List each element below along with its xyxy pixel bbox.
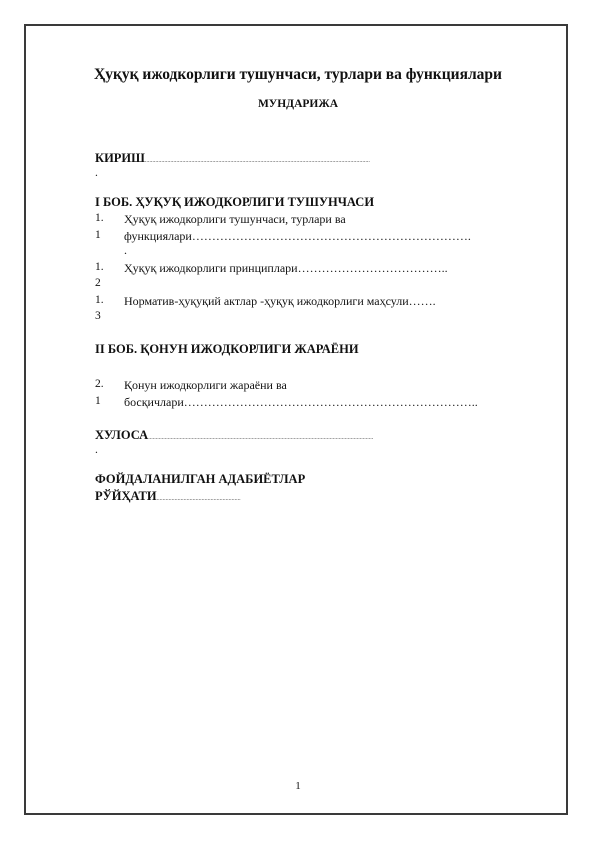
toc-intro-trail: .: [95, 167, 98, 179]
toc-conclusion-label: ХУЛОСА: [95, 428, 149, 442]
toc-chapter1-heading: I БОБ. ҲУҚУҚ ИЖОДКОРЛИГИ ТУШУНЧАСИ: [95, 195, 375, 209]
toc-item-1-3-num-main: 1.: [95, 294, 104, 306]
toc-item-2-1-num-main: 2.: [95, 378, 104, 390]
toc-item-1-2-line1: Ҳуқуқ ижодкорлиги принциплари………………………………..: [124, 261, 448, 275]
page-number: 1: [295, 780, 301, 792]
toc-references: [95, 489, 241, 504]
toc-references-label: РЎЙҲАТИ: [95, 489, 157, 503]
toc-item-1-1-line1: Ҳуқуқ ижодкорлиги тушунчаси, турлари ва: [124, 212, 346, 226]
toc-intro-leader: ......................................................................................................................................................: [144, 158, 370, 164]
toc-item-1-1-line3: .: [124, 243, 127, 257]
toc-intro-label: КИРИШ: [95, 151, 145, 165]
toc-item-1-1-num-sub: 1: [95, 229, 101, 241]
toc-item-2-1-line1: Қонун ижодкорлиги жараёни ва: [124, 378, 287, 392]
toc-item-1-1-line2: функциялари…………………………………………………………….: [124, 229, 471, 243]
toc-item-1-2-num-main: 1.: [95, 261, 104, 273]
page-border: [24, 24, 568, 815]
document-title: Ҳуқуқ ижодкорлиги тушунчаси, турлари ва функциялари: [94, 66, 502, 83]
toc-item-1-1-num-main: 1.: [95, 212, 104, 224]
toc-intro: [95, 151, 370, 166]
toc-conclusion-trail: .: [95, 444, 98, 456]
toc-item-2-1-line2: босқичлари………………………………………………………………..: [124, 395, 478, 409]
toc-conclusion: [95, 428, 373, 443]
toc-references-leader: ........................................................: [156, 496, 241, 502]
toc-item-1-3-line1: Норматив-ҳуқуқий актлар -ҳуқуқ ижодкорлиги маҳсули…….: [124, 294, 436, 308]
toc-chapter2-heading: II БОБ. ҚОНУН ИЖОДКОРЛИГИ ЖАРАЁНИ: [95, 342, 359, 356]
toc-item-1-2-num-sub: 2: [95, 277, 101, 289]
toc-conclusion-leader: ......................................................................................................................................................: [148, 435, 374, 441]
toc-item-2-1-num-sub: 1: [95, 395, 101, 407]
toc-item-1-3-num-sub: 3: [95, 310, 101, 322]
toc-references-line1: ФОЙДАЛАНИЛГАН АДАБИЁТЛАР: [95, 472, 306, 486]
contents-heading: МУНДАРИЖА: [257, 98, 339, 110]
